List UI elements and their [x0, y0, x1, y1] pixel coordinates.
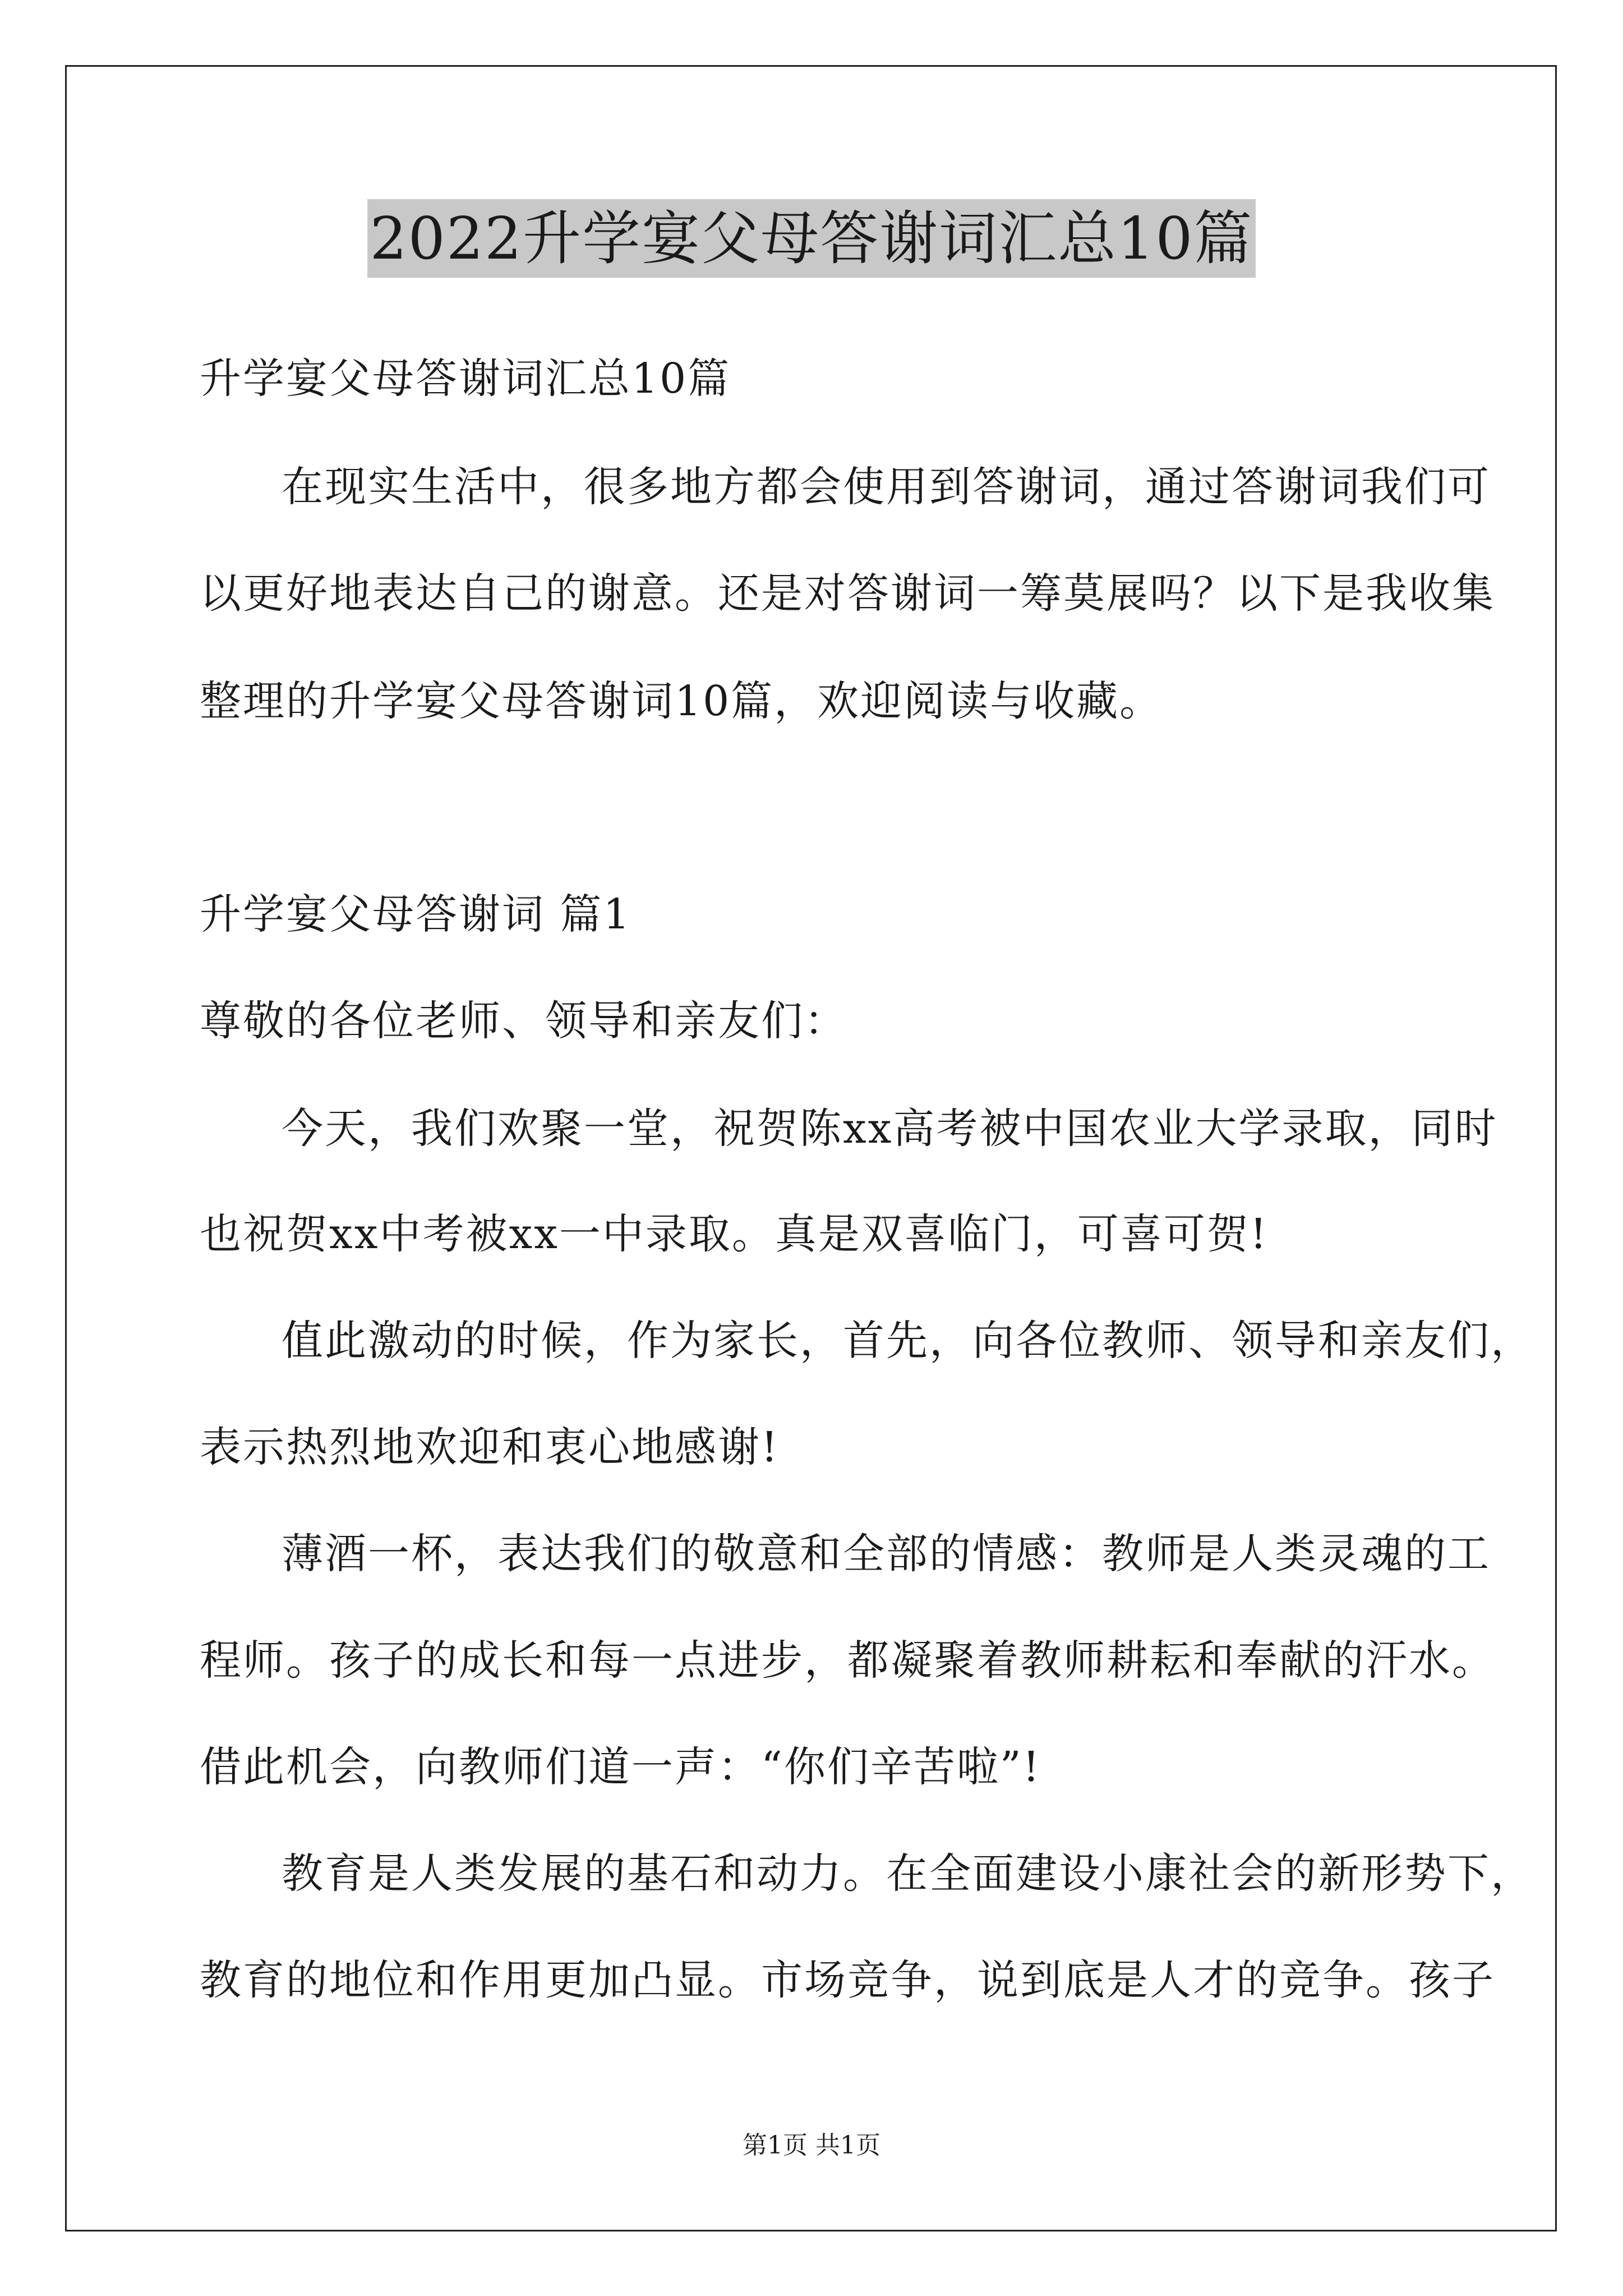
paragraph-line: 今天，我们欢聚一堂，祝贺陈xx高考被中国农业大学录取，同时	[282, 1105, 1498, 1153]
paragraph-line: 值此激动的时候，作为家长，首先，向各位教师、领导和亲友们，	[282, 1317, 1534, 1365]
paragraph-line: 也祝贺xx中考被xx一中录取。真是双喜临门，可喜可贺!	[200, 1210, 1269, 1258]
paragraph-line: 借此机会，向教师们道一声：“你们辛苦啦”!	[200, 1743, 1041, 1791]
paragraph-line: 薄酒一杯，表达我们的敬意和全部的情感：教师是人类灵魂的工	[282, 1530, 1491, 1578]
paragraph-line: 教育是人类发展的基石和动力。在全面建设小康社会的新形势下，	[282, 1849, 1534, 1898]
paragraph-line: 表示热烈地欢迎和衷心地感谢!	[200, 1423, 780, 1471]
document-title: 2022升学宴父母答谢词汇总10篇	[367, 199, 1255, 278]
page-footer: 第1页 共1页	[743, 2131, 880, 2160]
title-container	[0, 199, 1623, 278]
paragraph-line: 整理的升学宴父母答谢词10篇，欢迎阅读与收藏。	[200, 677, 1163, 725]
subtitle-line: 升学宴父母答谢词汇总10篇	[200, 355, 731, 403]
salutation-line: 尊敬的各位老师、领导和亲友们：	[200, 997, 847, 1045]
paragraph-line: 程师。孩子的成长和每一点进步，都凝聚着教师耕耘和奉献的汗水。	[200, 1636, 1495, 1685]
paragraph-line: 在现实生活中，很多地方都会使用到答谢词，通过答谢词我们可	[282, 463, 1491, 511]
paragraph-line: 教育的地位和作用更加凸显。市场竞争，说到底是人才的竞争。孩子	[200, 1956, 1495, 2004]
section-heading: 升学宴父母答谢词 篇1	[200, 890, 631, 938]
paragraph-line: 以更好地表达自己的谢意。还是对答谢词一筹莫展吗？以下是我收集	[200, 569, 1495, 618]
